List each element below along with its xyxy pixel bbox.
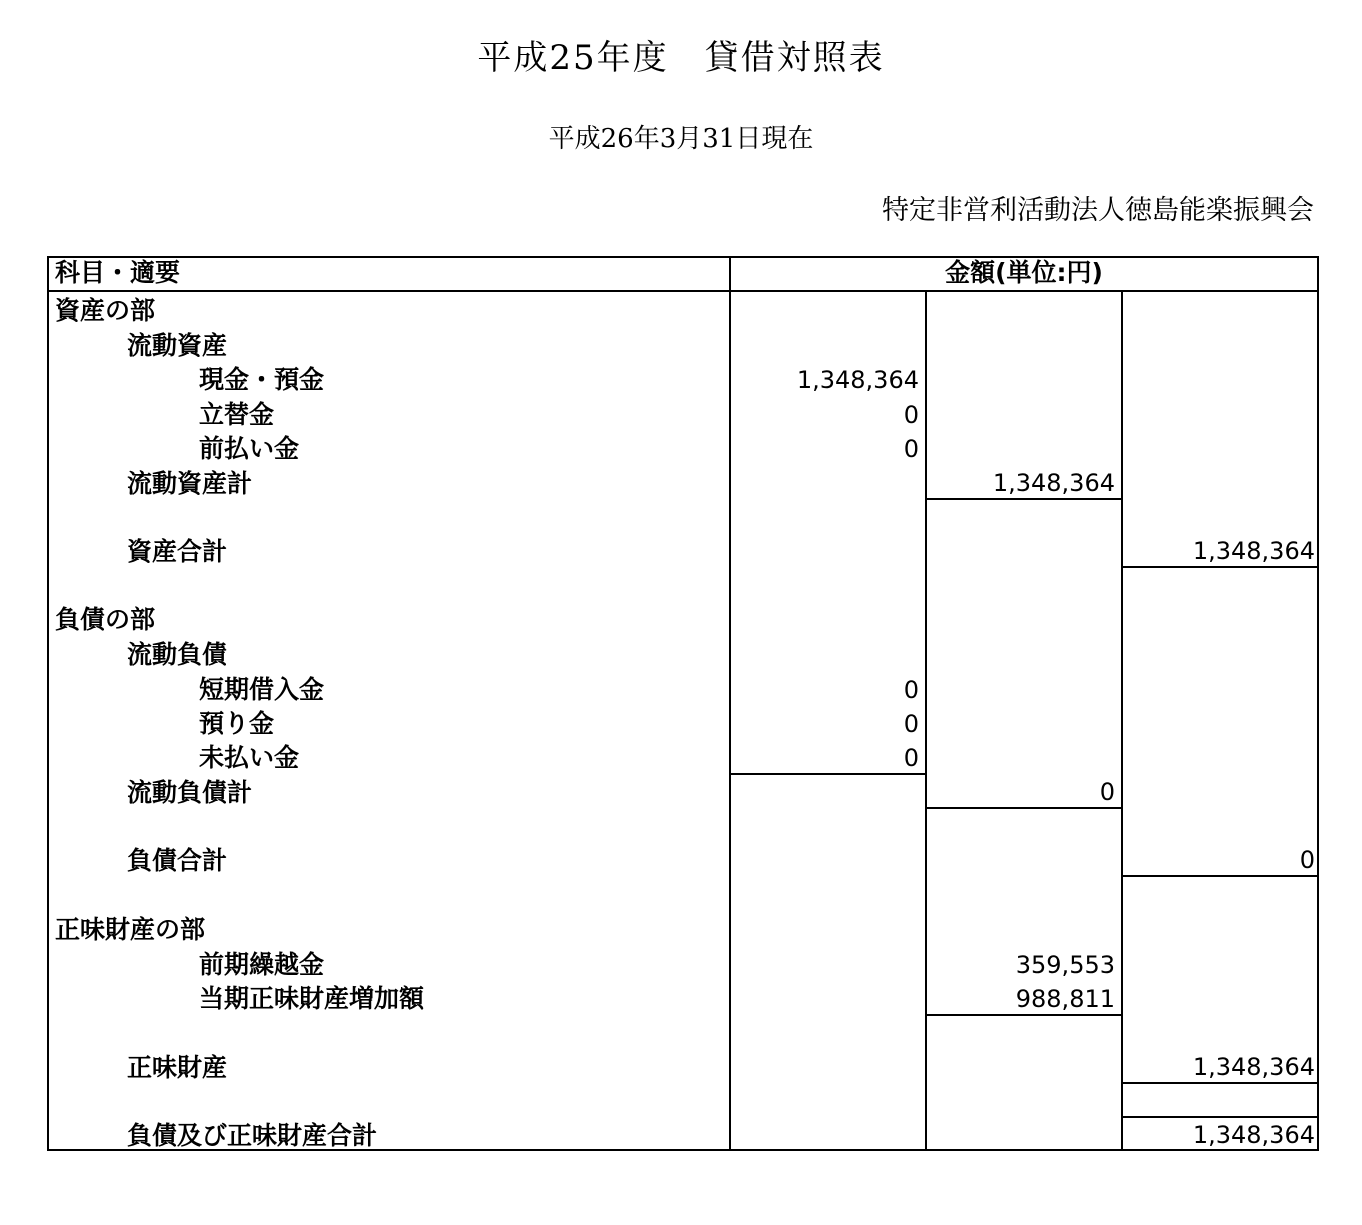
current-liabilities-heading: 流動負債 bbox=[127, 640, 228, 669]
divider-col3 bbox=[1121, 290, 1123, 1149]
grand-total-value: 1,348,364 bbox=[1192, 1121, 1315, 1149]
advance-value: 0 bbox=[903, 401, 919, 429]
header-divider bbox=[49, 290, 1317, 292]
total-assets-value: 1,348,364 bbox=[1192, 537, 1315, 565]
assets-section: 資産の部 bbox=[55, 296, 156, 325]
current-assets-total-value: 1,348,364 bbox=[992, 469, 1115, 497]
organization-name: 特定非営利活動法人徳島能楽振興会 bbox=[882, 195, 1314, 226]
unpaid-label: 未払い金 bbox=[199, 743, 300, 772]
unpaid-value: 0 bbox=[903, 744, 919, 772]
carried-forward-label: 前期繰越金 bbox=[199, 950, 325, 979]
advance-label: 立替金 bbox=[199, 400, 275, 429]
short-loan-value: 0 bbox=[903, 676, 919, 704]
grand-total-label: 負債及び正味財産合計 bbox=[127, 1121, 378, 1150]
liabilities-section: 負債の部 bbox=[55, 605, 156, 634]
net-assets-total-value: 1,348,364 bbox=[1192, 1053, 1315, 1081]
net-assets-total-label: 正味財産 bbox=[127, 1053, 228, 1082]
total-liabilities-label: 負債合計 bbox=[127, 846, 228, 875]
short-loan-label: 短期借入金 bbox=[199, 675, 325, 704]
divider-item-amount bbox=[729, 258, 731, 1149]
net-increase-value: 988,811 bbox=[1015, 985, 1115, 1013]
current-assets-heading: 流動資産 bbox=[127, 331, 228, 360]
divider-col2 bbox=[925, 290, 927, 1149]
deposit-label: 預り金 bbox=[199, 709, 275, 738]
header-item-label: 科目・適要 bbox=[55, 258, 181, 287]
as-of-date: 平成26年3月31日現在 bbox=[548, 124, 814, 154]
current-assets-total-label: 流動資産計 bbox=[127, 469, 253, 498]
net-increase-label: 当期正味財産増加額 bbox=[199, 984, 425, 1013]
cash-value: 1,348,364 bbox=[796, 366, 919, 394]
prepaid-label: 前払い金 bbox=[199, 434, 300, 463]
prepaid-value: 0 bbox=[903, 435, 919, 463]
cash-label: 現金・預金 bbox=[199, 365, 325, 394]
carried-forward-value: 359,553 bbox=[1015, 951, 1115, 979]
balance-sheet-table bbox=[47, 256, 1319, 1151]
page-title: 平成25年度 貸借対照表 bbox=[477, 38, 885, 78]
header-amount-label: 金額(単位:円) bbox=[945, 258, 1103, 287]
current-liabilities-total-label: 流動負債計 bbox=[127, 778, 253, 807]
total-liabilities-value: 0 bbox=[1299, 846, 1315, 874]
current-liabilities-total-value: 0 bbox=[1099, 778, 1115, 806]
net-assets-section: 正味財産の部 bbox=[55, 915, 206, 944]
total-assets-label: 資産合計 bbox=[127, 537, 228, 566]
deposit-value: 0 bbox=[903, 710, 919, 738]
